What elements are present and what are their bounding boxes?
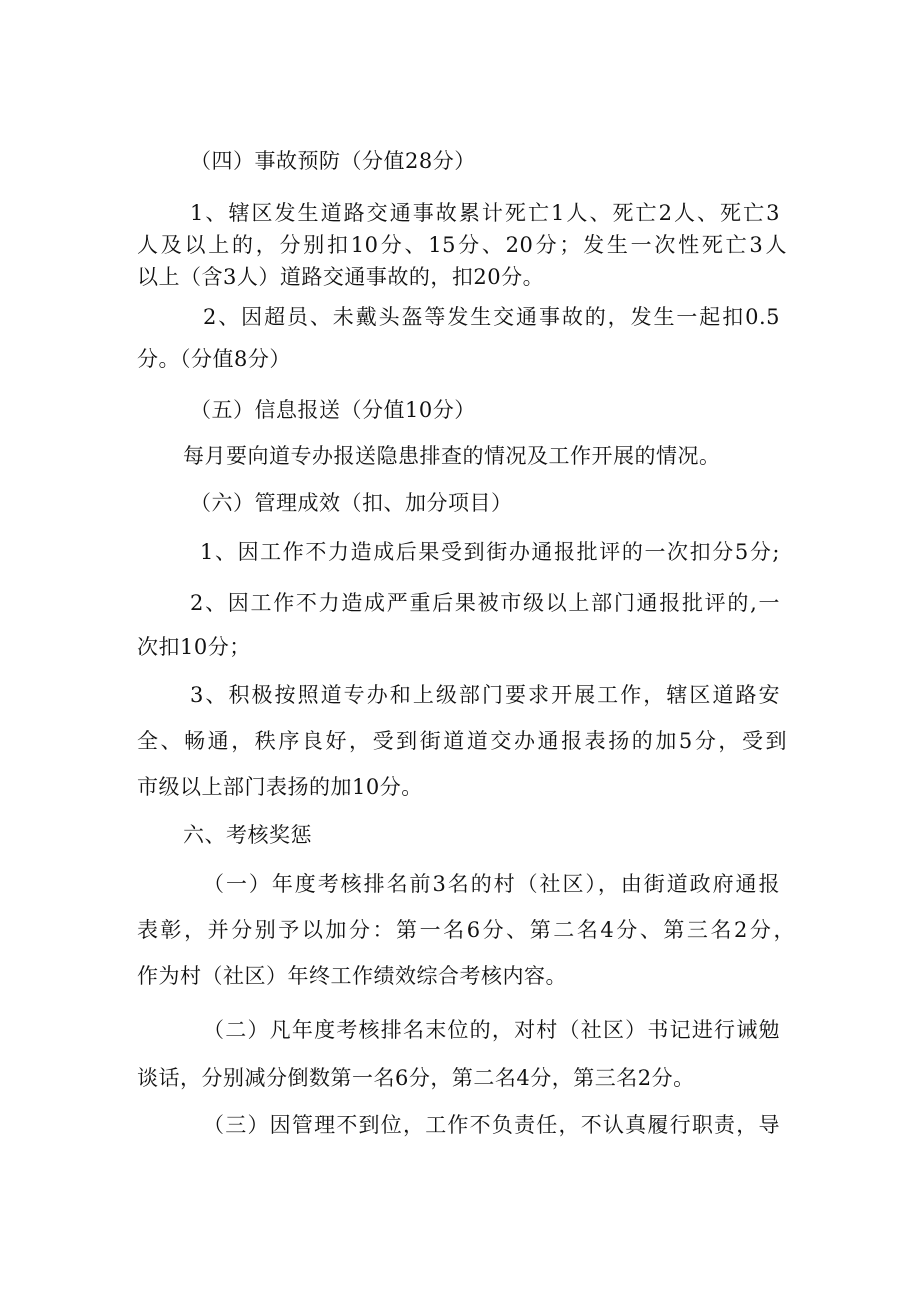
section-heading-info-reporting: （五）信息报送（分值10分） xyxy=(190,398,476,422)
paragraph-line: 表彰，并分别予以加分：第一名6分、第二名4分、第三名2分， xyxy=(137,918,795,942)
paragraph-line: 人及以上的，分别扣10分、15分、20分；发生一次性死亡3人 xyxy=(137,233,787,257)
section-heading-management-effect: （六）管理成效（扣、加分项目） xyxy=(190,491,513,515)
paragraph-line: （二）凡年度考核排名末位的，对村（社区）书记进行诫勉 xyxy=(203,1018,780,1042)
paragraph-line: 每月要向道专办报送隐患排查的情况及工作开展的情况。 xyxy=(183,444,721,468)
paragraph-line: 2、因工作不力造成严重后果被市级以上部门通报批评的,一 xyxy=(190,591,780,615)
paragraph-line: 分。（分值8分） xyxy=(137,347,291,371)
paragraph-line: 1、因工作不力造成后果受到街办通报批评的一次扣分5分; xyxy=(200,540,780,564)
paragraph-line: 作为村（社区）年终工作绩效综合考核内容。 xyxy=(137,964,567,988)
paragraph-line: 全、畅通，秩序良好，受到街道道交办通报表扬的加5分，受到 xyxy=(137,729,787,753)
paragraph-line: 1、辖区发生道路交通事故累计死亡1人、死亡2人、死亡3 xyxy=(190,201,780,225)
paragraph-line: 谈话，分别减分倒数第一名6分，第二名4分，第三名2分。 xyxy=(137,1066,695,1090)
paragraph-line: 3、积极按照道专办和上级部门要求开展工作，辖区道路安 xyxy=(190,683,780,707)
paragraph-line: 以上（含3人）道路交通事故的，扣20分。 xyxy=(137,265,545,289)
paragraph-line: （三）因管理不到位，工作不负责任，不认真履行职责，导 xyxy=(203,1113,780,1137)
section-heading-rewards-penalties: 六、考核奖惩 xyxy=(183,823,312,847)
paragraph-line: （一）年度考核排名前3名的村（社区），由街道政府通报 xyxy=(203,872,780,896)
paragraph-line: 2、因超员、未戴头盔等发生交通事故的，发生一起扣0.5 xyxy=(203,305,780,329)
section-heading-accident-prevention: （四）事故预防（分值28分） xyxy=(190,149,476,173)
paragraph-line: 市级以上部门表扬的加10分。 xyxy=(137,775,423,799)
paragraph-line: 次扣10分； xyxy=(137,635,251,659)
